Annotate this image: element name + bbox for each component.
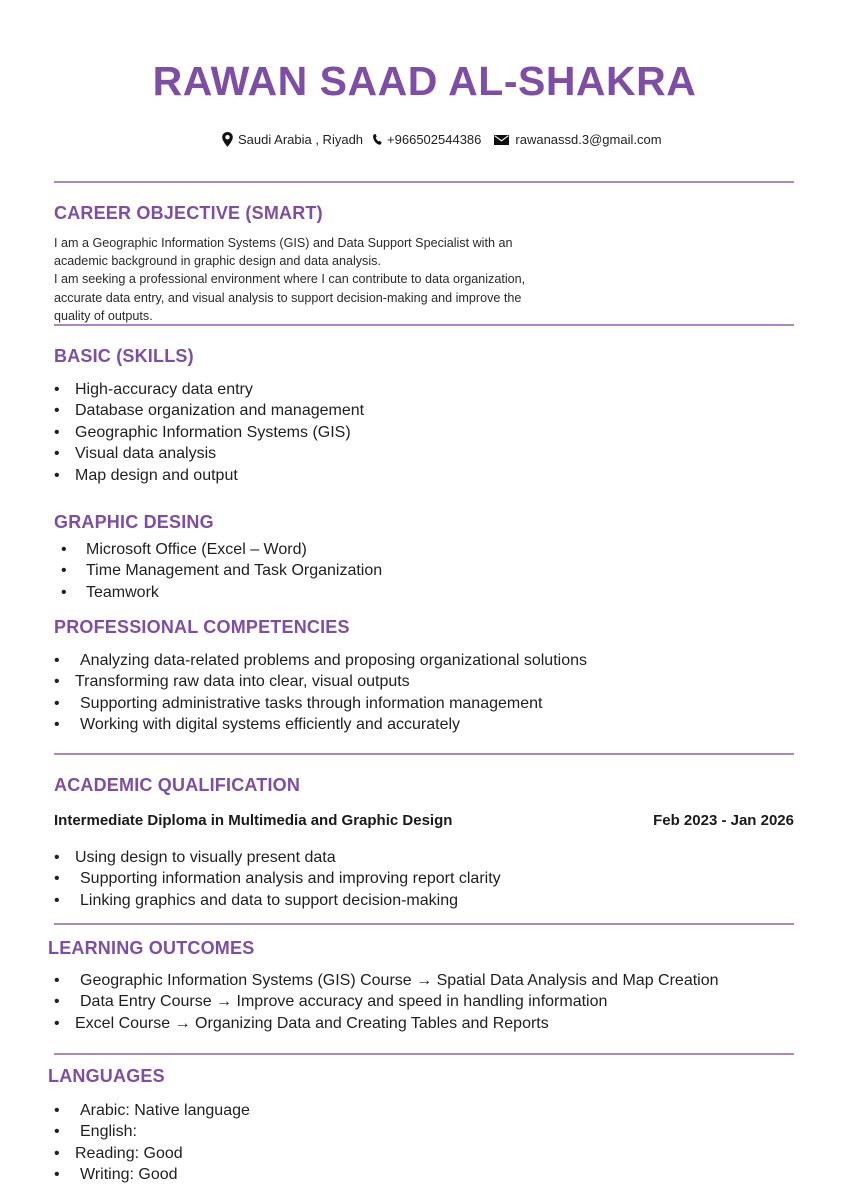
graphic-list [61, 539, 382, 603]
skills-heading: BASIC (SKILLS) [54, 346, 194, 366]
list-item: • Geographic Information Systems (GIS) [54, 423, 351, 441]
list-item: • High-accuracy data entry [54, 381, 253, 398]
languages-heading: LANGUAGES [48, 1066, 165, 1086]
phone-text: +966502544386 [387, 132, 482, 147]
email-text: rawanassd.3@gmail.com [515, 132, 662, 147]
career-line: I am seeking a professional environment where I can contribute to data organization, [54, 272, 526, 287]
list-item: • Using design to visually present data [54, 849, 336, 866]
map-pin-icon [222, 132, 233, 147]
resume-name: RAWAN SAAD AL-SHAKRA [152, 58, 697, 104]
list-item: • English: [54, 1123, 137, 1141]
list-item: • Writing: Good [54, 1166, 178, 1184]
list-item: • Database organization and management [54, 402, 365, 420]
divider [54, 923, 794, 925]
list-item: • Teamwork [61, 583, 159, 601]
envelope-icon [494, 135, 509, 145]
degree-title: Intermediate Diploma in Multimedia and Graphic Design [54, 812, 453, 829]
list-item: • Excel Course → Organizing Data and Creating Tables and Reports [54, 1014, 549, 1032]
career-line: quality of outputs. [54, 308, 153, 323]
list-item: • Transforming raw data into clear, visual outputs [54, 673, 410, 691]
list-item: • Working with digital systems efficiently and accurately [54, 716, 461, 734]
list-item: • Data Entry Course → Improve accuracy and speed in handling information [54, 993, 608, 1011]
divider [54, 324, 794, 326]
graphic-heading: GRAPHIC DESING [54, 512, 214, 532]
list-item: • Analyzing data-related problems and proposing organizational solutions [54, 652, 587, 669]
list-item: • Geographic Information Systems (GIS) Course → Spatial Data Analysis and Map Creation [54, 972, 719, 989]
skills-list [54, 379, 364, 486]
list-item: • Supporting administrative tasks through information management [54, 694, 543, 712]
list-item: • Linking graphics and data to support decision-making [54, 891, 459, 909]
email-item[interactable] [494, 132, 661, 147]
languages-list [54, 1100, 250, 1186]
outcomes-heading: LEARNING OUTCOMES [48, 938, 255, 958]
list-item: • Time Management and Task Organization [61, 562, 383, 580]
career-line: I am a Geographic Information Systems (GIS) and Data Support Specialist with an [54, 236, 513, 250]
degree-dates: Feb 2023 - Jan 2026 [653, 812, 794, 829]
outcomes-list [54, 970, 719, 1034]
degree-row [54, 812, 794, 829]
career-line: academic background in graphic design and data analysis. [54, 254, 381, 269]
list-item: • Reading: Good [54, 1144, 183, 1162]
contact-row [222, 132, 662, 147]
divider [54, 181, 794, 183]
list-item: • Microsoft Office (Excel – Word) [61, 541, 307, 558]
academic-list [54, 847, 501, 911]
phone-item[interactable] [372, 132, 481, 147]
divider [54, 753, 794, 755]
competencies-list [54, 650, 587, 736]
competencies-heading: PROFESSIONAL COMPETENCIES [54, 617, 350, 637]
career-heading: CAREER OBJECTIVE (SMART) [54, 203, 323, 223]
list-item: • Map design and output [54, 466, 238, 484]
divider [54, 1053, 794, 1055]
location-item [222, 132, 363, 147]
career-paragraph [54, 234, 594, 325]
career-line: accurate data entry, and visual analysis to support decision-making and improve the [54, 290, 522, 305]
location-text: Saudi Arabia , Riyadh [238, 132, 364, 147]
academic-heading: ACADEMIC QUALIFICATION [54, 775, 301, 795]
list-item: • Supporting information analysis and improving report clarity [54, 870, 501, 888]
list-item: • Arabic: Native language [54, 1102, 250, 1119]
list-item: • Visual data analysis [54, 445, 217, 463]
phone-icon [372, 134, 382, 146]
